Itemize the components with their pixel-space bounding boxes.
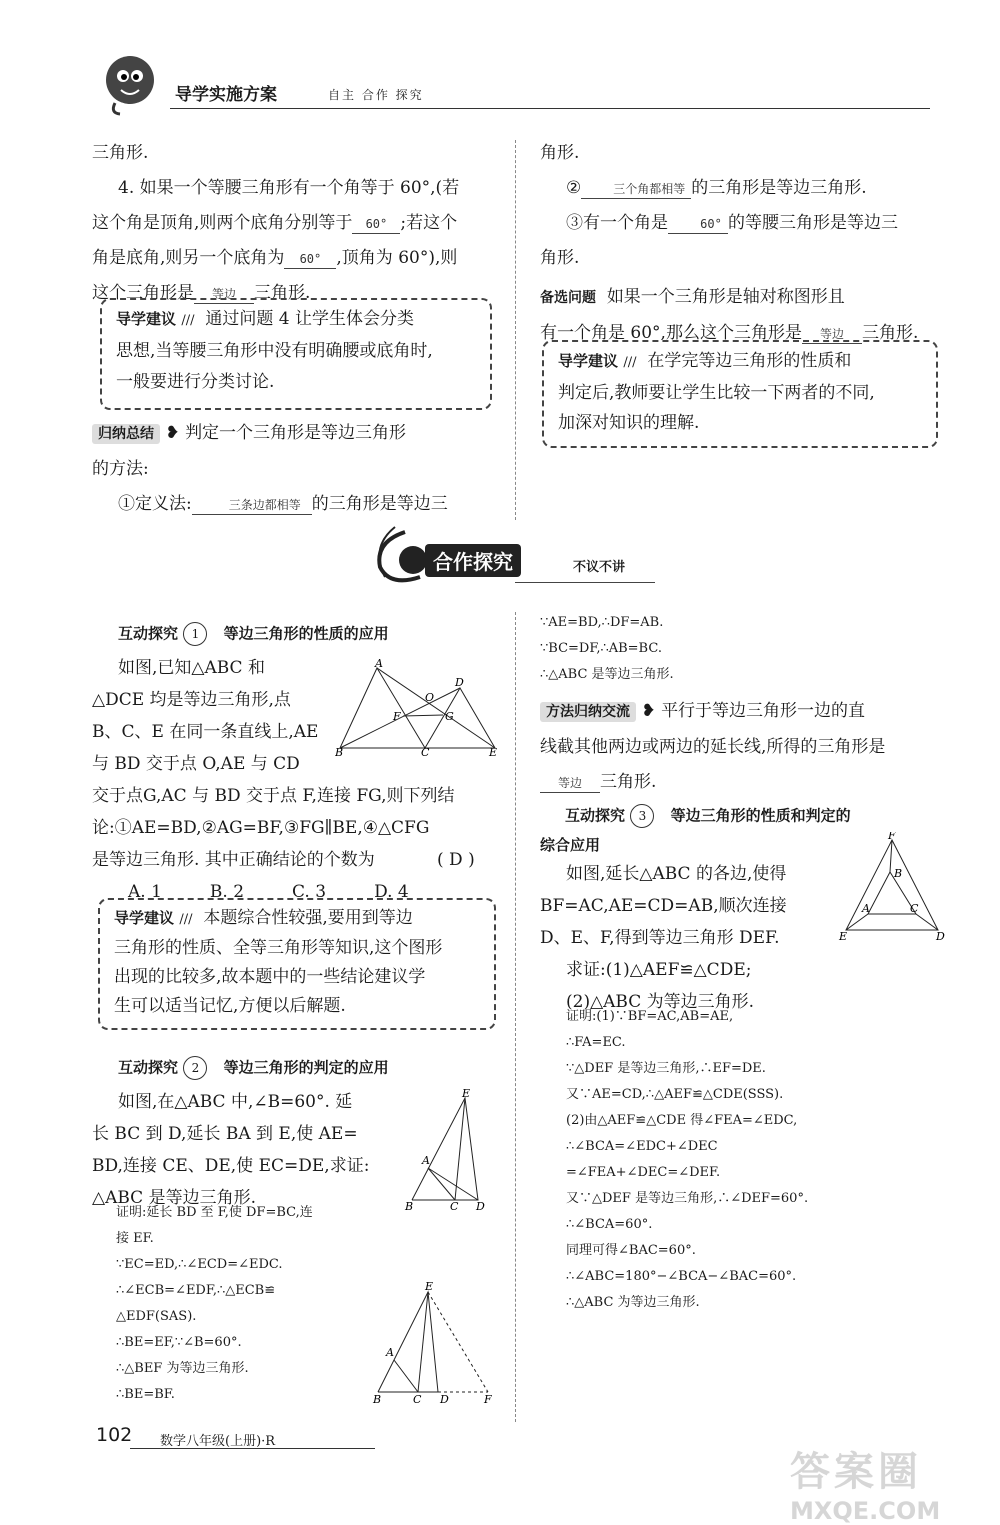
header-rule (170, 108, 930, 109)
svg-text:D: D (936, 930, 945, 942)
svg-text:C: C (421, 746, 430, 758)
ex1-text-c: 交于点G,AC 与 BD 交于点 F,连接 FG,则下列结 论:①AE=BD,②AG=BF,③FG∥BE,④△CFG 是等边三角形. 其中正确结论的个数为 ( D ) A. 1 B. 2 C. 3 D. 4 (92, 786, 475, 902)
svg-text:C: C (910, 902, 919, 915)
summary-block: 归纳总结 ❥ 判定一个三角形是等边三角形 的方法: ①定义法: 三条边都相等 的三角形是等边三 (92, 423, 448, 514)
page-number: 102 (96, 1424, 133, 1446)
page-subtitle: 自主 合作 探究 (328, 88, 424, 102)
svg-text:B: B (335, 746, 344, 758)
ex3-proof: 证明:(1)∵BF=AC,AB=AE, ∴FA=EC. ∵△DEF 是等边三角形,∴EF=DE. 又∵AE=CD,∴△AEF≌△CDE(SSS). (2)由△AEF≌△CDE 得∠FEA=∠EDC, ∴∠BCA=∠EDC+∠DEC =∠FEA+∠DEC=∠DEF. 又∵△DEF 是等边三角形,∴∠DEF=60°. ∴∠BCA=60°. 同理可得∠BAC=60°. ∴∠ABC=180°−∠BCA−∠BAC=60°. ∴△ABC 为等边三角形. (566, 1009, 809, 1310)
svg-text:F: F (888, 832, 896, 842)
ex2-header: 互动探究 2 等边三角形的判定的应用 (118, 1056, 518, 1080)
svg-text:E: E (489, 746, 498, 758)
ex1-header: 互动探究 1 等边三角形的性质的应用 (118, 622, 518, 646)
ex1-figure (335, 658, 505, 758)
svg-text:D: D (476, 1200, 485, 1213)
method-summary: 方法归纳交流 ❥ 平行于等边三角形一边的直 线截其他两边或两边的延长线,所得的三角形是 等边 三角形. (540, 701, 886, 792)
ex1-text-a: 如图,已知△ABC 和 (118, 658, 265, 678)
left-top-text: 三角形. 4. 如果一个等腰三角形有一个角等于 60°,(若 这个角是顶角,则两个底角分别等于 60° ;若这个 角是底角,则另一个底角为 60° ,顶角为 60°),则 这个三角形是 等边 三角形. (92, 143, 460, 303)
svg-text:A: A (422, 1154, 430, 1167)
footer-rule (130, 1448, 375, 1449)
svg-text:C: C (450, 1200, 459, 1213)
ex3-header: 互动探究 3 等边三角形的性质和判定的 (565, 804, 965, 828)
guide-tag: 导学建议 (116, 310, 177, 328)
right-top-text: 角形. ② 三个角都相等 的三角形是等边三角形. ③有一个角是 60° 的等腰三角形是等边三 角形. 备选问题 如果一个三角形是轴对称图形且 有一个角是 60°,那么这个三角形是 等边 三角形. (540, 143, 919, 343)
ex2-text: 如图,在△ABC 中,∠B=60°. 延 长 BC 到 D,延长 BA 到 E,使 AE= BD,连接 CE、DE,使 EC=DE,求证: △ABC 是等边三角形. (92, 1092, 370, 1208)
column-divider-top (515, 140, 516, 520)
coop-subtitle: 不议不讲 (573, 560, 626, 575)
svg-text:A: A (375, 658, 383, 670)
svg-text:D: D (440, 1393, 449, 1406)
svg-text:B: B (405, 1200, 414, 1213)
ex3-text: 如图,延长△ABC 的各边,使得 BF=AC,AE=CD=AB,顺次连接 D、E、F,得到等边三角形 DEF. 求证:(1)△AEF≌△CDE; (2)△ABC 为等边三角形. (540, 864, 787, 1012)
svg-text:O: O (425, 691, 435, 704)
optional-tag: 备选问题 (540, 290, 596, 306)
svg-text:D: D (455, 676, 464, 689)
page-title: 导学实施方案 (175, 85, 277, 105)
svg-text:C: C (413, 1393, 422, 1406)
ex2-figure-2 (368, 1282, 498, 1407)
svg-text:F: F (484, 1393, 492, 1406)
svg-text:E: E (462, 1088, 471, 1100)
coop-banner (365, 522, 665, 592)
guide-box-2: 导学建议 /// 在学完等边三角形的性质和 判定后,教师要让学生比较一下两者的不同, 加深对知识的理解. (542, 340, 938, 448)
ex2-proof: 证明:延长 BD 至 F,使 DF=BC,连 接 EF. ∵EC=ED,∴∠ECD=∠EDC. ∴∠ECB=∠EDF,∴△ECB≌ △EDF(SAS). ∴BE=EF,∵∠B=60°. ∴△BEF 为等边三角形. ∴BE=BF. (116, 1205, 313, 1402)
svg-text:B: B (894, 867, 903, 880)
ex3-header-2: 综合应用 (540, 836, 601, 854)
ex1-right-proof: ∵AE=BD,∴DF=AB. ∵BC=DF,∴AB=BC. ∴△ABC 是等边三角形. (540, 615, 674, 682)
ex3-figure (838, 832, 948, 942)
svg-text:A: A (386, 1346, 394, 1359)
ex2-figure-1 (400, 1088, 500, 1213)
svg-text:G: G (445, 710, 454, 723)
svg-text:E: E (839, 930, 848, 942)
mascot-logo (95, 48, 165, 118)
watermark: 答案圈 MXQE.COM (790, 1449, 941, 1525)
svg-text:F: F (393, 710, 401, 723)
guide-box-3: 导学建议 /// 本题综合性较强,要用到等边 三角形的性质、全等三角形等知识,这个图形 出现的比较多,故本题中的一些结论建议学 生可以适当记忆,方便以后解题. (98, 898, 496, 1030)
guide-box-1: 导学建议 /// 通过问题 4 让学生体会分类 思想,当等腰三角形中没有明确腰或底角时, 一般要进行分类讨论. (100, 298, 492, 410)
column-divider-bottom (515, 612, 516, 1422)
book-title: 数学八年级(上册)·R (160, 1434, 276, 1449)
svg-text:E: E (425, 1282, 434, 1293)
svg-text:B: B (373, 1393, 382, 1406)
coop-title: 合作探究 (425, 544, 521, 577)
svg-text:A: A (862, 902, 870, 915)
ex1-text-b: △DCE 均是等边三角形,点 B、C、E 在同一条直线上,AE 与 BD 交于点 O,AE 与 CD (92, 690, 319, 774)
